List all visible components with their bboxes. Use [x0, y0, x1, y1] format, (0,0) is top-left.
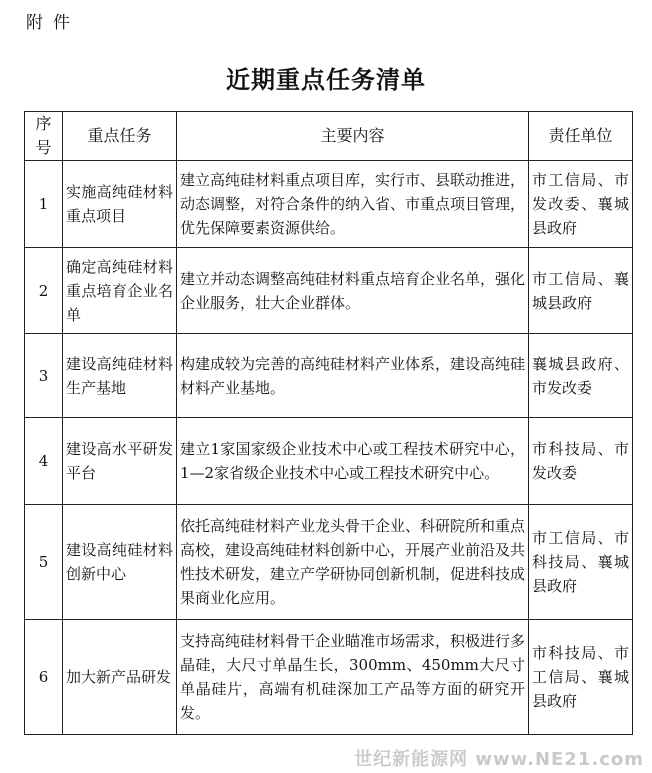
row-task: 建设高水平研发平台	[63, 418, 177, 505]
table-row	[25, 505, 633, 620]
table-row	[25, 161, 633, 248]
row-unit: 市工信局、市发改委、襄城县政府	[529, 161, 633, 248]
table-row	[25, 248, 633, 334]
column-header-unit: 责任单位	[529, 112, 633, 161]
table-header-row	[25, 112, 633, 161]
row-unit: 市工信局、市科技局、襄城县政府	[529, 505, 633, 620]
row-task: 建设高纯硅材料生产基地	[63, 334, 177, 418]
column-header-task: 重点任务	[63, 112, 177, 161]
row-unit: 市科技局、市工信局、襄城县政府	[529, 620, 633, 735]
table-row	[25, 418, 633, 505]
attachment-label: 附件	[26, 13, 80, 33]
row-unit: 襄城县政府、市发改委	[529, 334, 633, 418]
row-number: 5	[25, 505, 63, 620]
row-number: 2	[25, 248, 63, 334]
column-header-no: 序号	[25, 112, 63, 161]
row-task: 加大新产品研发	[63, 620, 177, 735]
column-header-content: 主要内容	[177, 112, 529, 161]
row-unit: 市科技局、市发改委	[529, 418, 633, 505]
row-number: 3	[25, 334, 63, 418]
row-task: 实施高纯硅材料重点项目	[63, 161, 177, 248]
row-content: 支持高纯硅材料骨干企业瞄准市场需求，积极进行多晶硅，大尺寸单晶生长，300mm、450mm大尺寸单晶硅片，高端有机硅深加工产品等方面的研究开发。	[177, 620, 529, 735]
task-table	[24, 111, 633, 735]
row-task: 确定高纯硅材料重点培育企业名单	[63, 248, 177, 334]
row-content: 依托高纯硅材料产业龙头骨干企业、科研院所和重点高校，建设高纯硅材料创新中心，开展产业前沿及共性技术研发，建立产学研协同创新机制，促进科技成果商业化应用。	[177, 505, 529, 620]
row-content: 构建成较为完善的高纯硅材料产业体系，建设高纯硅材料产业基地。	[177, 334, 529, 418]
table-row	[25, 620, 633, 735]
row-number: 6	[25, 620, 63, 735]
row-number: 1	[25, 161, 63, 248]
table-row	[25, 334, 633, 418]
page-title: 近期重点任务清单	[226, 66, 426, 94]
site-watermark: 世纪新能源网 www.NE21.com	[354, 749, 644, 770]
row-content: 建立高纯硅材料重点项目库，实行市、县联动推进，动态调整，对符合条件的纳入省、市重点项目管理，优先保障要素资源供给。	[177, 161, 529, 248]
row-content: 建立并动态调整高纯硅材料重点培育企业名单，强化企业服务，壮大企业群体。	[177, 248, 529, 334]
row-number: 4	[25, 418, 63, 505]
row-content: 建立1家国家级企业技术中心或工程技术研究中心，1—2家省级企业技术中心或工程技术研究中心。	[177, 418, 529, 505]
row-unit: 市工信局、襄城县政府	[529, 248, 633, 334]
row-task: 建设高纯硅材料创新中心	[63, 505, 177, 620]
